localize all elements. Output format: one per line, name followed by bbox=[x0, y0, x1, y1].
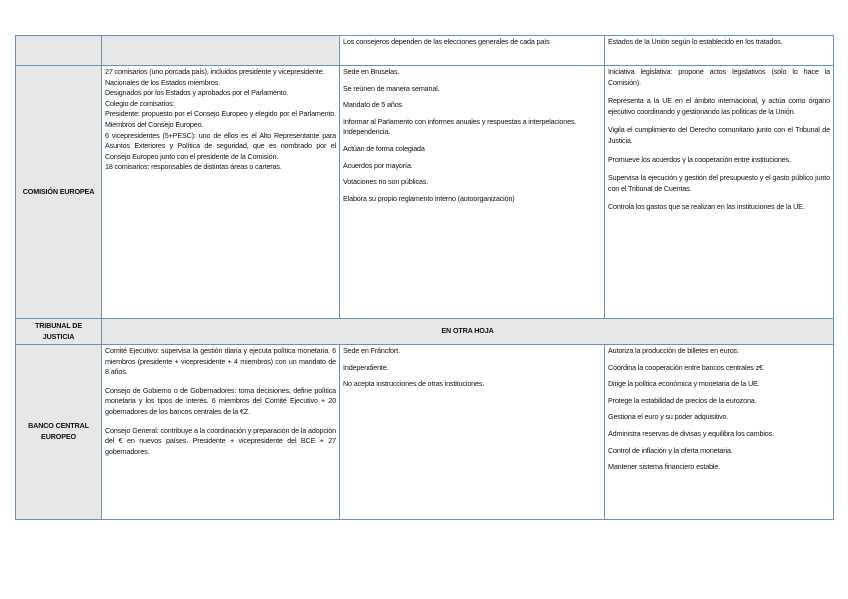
bce-function-item: Control de inflación y la oferta monetaria. bbox=[608, 445, 733, 455]
comision-composition-line: 27 comisarios (uno porcada país), incluidos presidente y vicepresidente. bbox=[105, 67, 325, 76]
comision-composition-line: 6 vicepresidentes (5+PESC): uno de ellos es el Alto Representante para Asuntos Exteriores y Política de seguridad, que es nombrado por el Consejo Europeo junto con el presidente de la Comisión. bbox=[105, 130, 336, 161]
comision-composition-line: Colegio de comisarios: bbox=[105, 98, 175, 108]
comision-functioning-item: Acuerdos por mayoría. bbox=[343, 160, 413, 170]
bce-composition-item: Consejo General: contribuye a la coordinación y preparación de la adopción del € en nuevos países. Presidente + vicepresidente del BCE + 27 gobernadores. bbox=[105, 425, 336, 456]
tribunal-row bbox=[16, 319, 834, 345]
comision-function-item: Promueve los acuerdos y la cooperación entre instituciones. bbox=[608, 154, 791, 164]
comision-functioning-item: Independencia. bbox=[343, 127, 391, 137]
bce-label: BANCO CENTRAL EUROPEO bbox=[16, 345, 102, 520]
comision-functioning-item: Votaciones no son públicas. bbox=[343, 177, 429, 187]
header-functions-text: Estados de la Unión según lo establecido en los tratados. bbox=[608, 37, 783, 46]
comision-functioning-item: Informar al Parlamento con informes anuales y respuestas a interpelaciones. bbox=[343, 116, 577, 126]
bce-function-item: Mantener sistema financiero estable. bbox=[608, 462, 721, 472]
bce-functioning-cell bbox=[340, 345, 605, 520]
institutions-table bbox=[15, 35, 834, 520]
bce-function-item: Administra reservas de divisas y equilibra los cambios. bbox=[608, 428, 774, 438]
bce-function-item: Coordina la cooperación entre bancos centrales z€. bbox=[608, 362, 765, 372]
comision-functioning-item: Actúan de forma colegiada bbox=[343, 143, 425, 153]
bce-function-item: Autoriza la producción de billetes en euros. bbox=[608, 346, 739, 355]
tribunal-merged-cell: EN OTRA HOJA bbox=[102, 319, 834, 345]
header-row bbox=[16, 36, 834, 66]
comision-composition-cell bbox=[102, 66, 340, 319]
bce-composition-cell bbox=[102, 345, 340, 520]
header-cell-label bbox=[16, 36, 102, 66]
bce-functioning-item: No acepta instrucciones de otras instituciones. bbox=[343, 379, 485, 389]
comision-row bbox=[16, 66, 834, 319]
bce-functioning-item: Sede en Fráncfort. bbox=[343, 346, 400, 355]
bce-composition-item: Comité Ejecutivo: supervisa la gestión diaria y ejecuta política monetaria. 6 miembros (presidente + vicepresidente + 4 miembros) con un mandato de 8 años. bbox=[105, 346, 336, 377]
comision-functioning-item: Sede en Bruselas. bbox=[343, 67, 400, 76]
bce-functions-cell bbox=[605, 345, 834, 520]
bce-row bbox=[16, 345, 834, 520]
comision-functioning-item: Se reúnen de manera semanal. bbox=[343, 83, 440, 93]
comision-label: COMISIÓN EUROPEA bbox=[16, 66, 102, 319]
comision-composition-line: Designados por los Estados y aprobados por el Parlamento. bbox=[105, 88, 289, 98]
comision-composition-line: Nacionales de los Estados miembros. bbox=[105, 77, 220, 87]
header-functioning-text: Los consejeros dependen de las elecciones generales de cada país bbox=[343, 37, 550, 46]
comision-function-item: Supervisa la ejecución y gestión del presupuesto y el gasto público junto con el Tribunal de Cuentas. bbox=[608, 173, 830, 193]
comision-function-item: Vigila el cumplimiento del Derecho comunitario junto con el Tribunal de Justicia. bbox=[608, 125, 830, 145]
bce-function-item: Gestiona el euro y su poder adquisitivo. bbox=[608, 412, 729, 422]
tribunal-label: TRIBUNAL DE JUSTICIA bbox=[16, 319, 102, 345]
comision-functioning-item: Elabora su propio reglamento interno (autoorganización) bbox=[343, 193, 515, 203]
header-cell-functioning bbox=[340, 36, 605, 66]
header-cell-composition bbox=[102, 36, 340, 66]
comision-function-item: Representa a la UE en el ámbito internacional, y actúa como órgano ejecutivo coordinando y gestionando las políticas de la Unión. bbox=[608, 96, 830, 116]
comision-composition-line: Presidente: propuesto por el Consejo Europeo y elegido por el Parlamento. Miembros del Consejo Europeo. bbox=[105, 109, 336, 129]
comision-composition-line: 18 comisarios: responsables de distintas áreas o carteras. bbox=[105, 162, 282, 172]
comision-function-item: Iniciativa legislativa: propone actos legislativos (solo lo hace la Comisión). bbox=[608, 67, 830, 87]
bce-function-item: Protege la estabilidad de precios de la eurozona. bbox=[608, 395, 757, 405]
bce-functioning-item: Independiente. bbox=[343, 362, 389, 372]
comision-functioning-cell bbox=[340, 66, 605, 319]
bce-composition-item: Consejo de Gobierno o de Gobernadores: toma decisiones, define política monetaria y los tipos de interés. 6 miembros del Comité Ejecutivo + 20 gobernadores de los bancos centrales de la €Z. bbox=[105, 385, 336, 416]
header-cell-functions bbox=[605, 36, 834, 66]
bce-function-item: Dirige la política económica y monetaria de la UE. bbox=[608, 379, 760, 389]
comision-function-item: Controla los gastos que se realizan en las instituciones de la UE. bbox=[608, 202, 805, 212]
comision-functions-cell bbox=[605, 66, 834, 319]
comision-functioning-item: Mandato de 5 años. bbox=[343, 100, 404, 110]
